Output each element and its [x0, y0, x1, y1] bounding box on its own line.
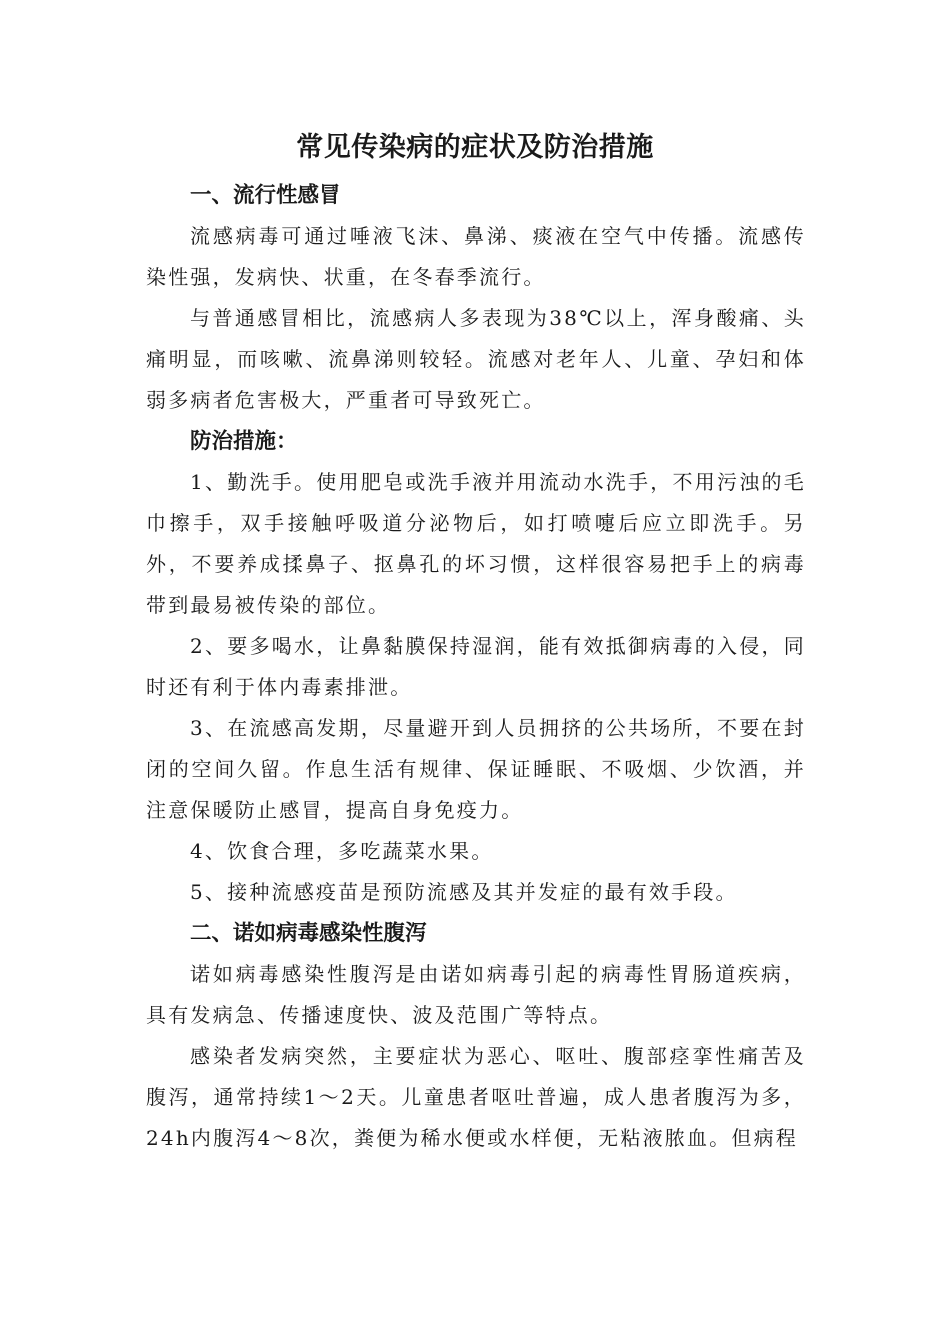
- paragraph: 流感病毒可通过唾液飞沫、鼻涕、痰液在空气中传播。流感传染性强，发病快、状重，在冬春季流行。: [146, 224, 806, 289]
- document-body: [146, 175, 806, 1159]
- paragraph: 感染者发病突然，主要症状为恶心、呕吐、腹部痉挛性痛苦及腹泻，通常持续1～2天。儿童患者呕吐普遍，成人患者腹泻为多，24h内腹泻4～8次，粪便为稀水便或水样便，无粘液脓血。但病程: [146, 1044, 806, 1150]
- measure-item: 2、要多喝水，让鼻黏膜保持湿润，能有效抵御病毒的入侵，同时还有利于体内毒素排泄。: [146, 634, 806, 699]
- measure-item: 4、饮食合理，多吃蔬菜水果。: [190, 839, 494, 863]
- measure-item: 5、接种流感疫苗是预防流感及其并发症的最有效手段。: [190, 880, 738, 904]
- section-heading-influenza: 一、流行性感冒: [190, 183, 341, 208]
- subheading-prevention: 防治措施：: [190, 429, 298, 454]
- measure-item: 1、勤洗手。使用肥皂或洗手液并用流动水洗手，不用污浊的毛巾擦手，双手接触呼吸道分泌物后，如打喷嚏后应立即洗手。另外，不要养成揉鼻子、抠鼻孔的坏习惯，这样很容易把手上的病毒带到最易被传染的部位。: [146, 470, 806, 617]
- measure-item: 3、在流感高发期，尽量避开到人员拥挤的公共场所，不要在封闭的空间久留。作息生活有规律、保证睡眠、不吸烟、少饮酒，并注意保暖防止感冒，提高自身免疫力。: [146, 716, 806, 822]
- paragraph: 与普通感冒相比，流感病人多表现为38℃以上，浑身酸痛、头痛明显，而咳嗽、流鼻涕则较轻。流感对老年人、儿童、孕妇和体弱多病者危害极大，严重者可导致死亡。: [146, 306, 806, 412]
- section-heading-norovirus: 二、诺如病毒感染性腹泻: [190, 921, 427, 946]
- paragraph: 诺如病毒感染性腹泻是由诺如病毒引起的病毒性胃肠道疾病，具有发病急、传播速度快、波及范围广等特点。: [146, 962, 806, 1027]
- document-title: 常见传染病的症状及防治措施: [296, 132, 654, 163]
